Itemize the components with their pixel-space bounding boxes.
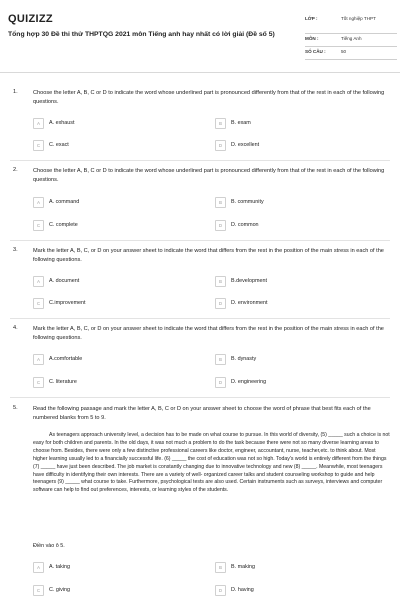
option-text: A. document xyxy=(49,278,80,284)
question-number: 3. xyxy=(13,247,18,253)
header-divider xyxy=(0,72,400,73)
option-c[interactable] xyxy=(33,220,193,231)
option-letter-box: D xyxy=(215,298,226,309)
option-a[interactable] xyxy=(33,118,193,129)
option-letter-box: D xyxy=(215,140,226,151)
option-letter-box: A xyxy=(33,118,44,129)
option-c[interactable] xyxy=(33,298,193,309)
question-text: Mark the letter A, B, C, or D on your answer sheet to indicate the word that differs from the rest in the position of the main stress in each of the following questions. xyxy=(33,326,384,341)
question-divider xyxy=(10,240,390,241)
option-text: B. dynasty xyxy=(231,356,257,362)
option-letter-box: D xyxy=(215,220,226,231)
option-letter-box: C xyxy=(33,220,44,231)
question-number: 5. xyxy=(13,405,18,411)
option-text: C. literature xyxy=(49,379,77,385)
option-letter-box: C xyxy=(33,377,44,388)
option-letter-box: A xyxy=(33,276,44,287)
option-text: C. complete xyxy=(49,222,78,228)
option-text: A. command xyxy=(49,199,80,205)
option-letter-box: A xyxy=(33,562,44,573)
option-letter-box: B xyxy=(215,354,226,365)
option-text: B.development xyxy=(231,278,267,284)
option-letter-box: D xyxy=(215,377,226,388)
option-letter-box: A xyxy=(33,354,44,365)
option-c[interactable] xyxy=(33,377,193,388)
option-d[interactable] xyxy=(215,220,375,231)
option-text: B. community xyxy=(231,199,264,205)
question-text: Choose the letter A, B, C or D to indicate the word whose underlined part is pronounced differently from that of the rest in each of the following questions. xyxy=(33,168,385,183)
option-d[interactable] xyxy=(215,585,375,596)
question-number: 1. xyxy=(13,89,18,95)
meta-row-subject xyxy=(305,34,397,47)
option-a[interactable] xyxy=(33,562,193,573)
option-letter-box: B xyxy=(215,118,226,129)
worksheet-meta xyxy=(305,14,397,60)
option-d[interactable] xyxy=(215,140,375,151)
meta-underline xyxy=(305,59,397,60)
option-letter-box: C xyxy=(33,585,44,596)
meta-label: SỐ CÂU : xyxy=(305,49,326,54)
option-b[interactable] xyxy=(215,562,375,573)
blank-prompt: Điền vào ô 5. xyxy=(33,543,65,549)
question-text: Mark the letter A, B, C, or D on your answer sheet to indicate the word that differs from the rest in the position of the main stress in each of the following questions. xyxy=(33,248,384,263)
question-number: 4. xyxy=(13,325,18,331)
option-letter-box: D xyxy=(215,585,226,596)
option-text: A.comfortable xyxy=(49,356,83,362)
meta-row-grade xyxy=(305,14,397,34)
option-b[interactable] xyxy=(215,354,375,365)
option-d[interactable] xyxy=(215,298,375,309)
option-text: D. environment xyxy=(231,300,268,306)
option-b[interactable] xyxy=(215,197,375,208)
question-divider xyxy=(10,318,390,319)
question-text: Read the following passage and mark the letter A, B, C or D on your answer sheet to choose the word of phrase that best fits each of the numbered blanks from 5 to 9. xyxy=(33,406,371,421)
question-number: 2. xyxy=(13,167,18,173)
option-text: C. giving xyxy=(49,587,70,593)
option-b[interactable] xyxy=(215,276,375,287)
question-text: Choose the letter A, B, C or D to indicate the word whose underlined part is pronounced differently from that of the rest in each of the following questions. xyxy=(33,90,385,105)
option-text: D. excellent xyxy=(231,142,260,148)
option-letter-box: B xyxy=(215,562,226,573)
option-letter-box: A xyxy=(33,197,44,208)
option-b[interactable] xyxy=(215,118,375,129)
option-a[interactable] xyxy=(33,354,193,365)
option-text: C. exact xyxy=(49,142,69,148)
option-c[interactable] xyxy=(33,140,193,151)
meta-label: MÔN : xyxy=(305,36,319,41)
option-text: D. having xyxy=(231,587,254,593)
option-text: A. taking xyxy=(49,564,70,570)
meta-value: 50 xyxy=(341,49,347,54)
option-text: D. engineering xyxy=(231,379,267,385)
question-divider xyxy=(10,160,390,161)
worksheet-title: Tổng hợp 30 Đề thi thử THPTQG 2021 môn Tiếng anh hay nhất có lời giải (Đề số 5) xyxy=(8,31,275,38)
meta-value: Tốt nghiệp THPT xyxy=(341,16,376,21)
option-a[interactable] xyxy=(33,276,193,287)
reading-passage: As teenagers approach university level, a decision has to be made on what course to pursue. In this world of diversity, (5) _____ such a choice is not easy for both children and parents. In the old days, it was not much a problem to do the task because there were not so many diverse learning areas to choose from. Besides, there were only a few distinctive professional careers like doctor, engineer, accountant, nurse, teacher,etc. to think about. Most higher learning usually led to a financially successful life. (6) _____ the cost of education was not so high. Today's world is entirely different from the things (7) _____ have just been described. The job market is constantly changing due to innovative technology and new (8) _____. Meanwhile, most teenagers have difficulty in identifying their own interests. There are a variety of well- organized career talks and student counseling workshop to guide and help teenagers (9) _____ what course to take. Furthermore, psychological tests are also used. Certain instruments such as surveys, interviews and computer software can help to find out preferences, interests, or learning styles of the students. xyxy=(33,432,390,494)
meta-row-count xyxy=(305,47,397,60)
option-text: B. exam xyxy=(231,120,251,126)
option-c[interactable] xyxy=(33,585,193,596)
option-text: B. making xyxy=(231,564,255,570)
option-letter-box: B xyxy=(215,197,226,208)
option-letter-box: C xyxy=(33,298,44,309)
option-text: C.improvement xyxy=(49,300,86,306)
meta-label: LỚP : xyxy=(305,16,318,21)
question-divider xyxy=(10,397,390,398)
option-a[interactable] xyxy=(33,197,193,208)
option-d[interactable] xyxy=(215,377,375,388)
quizizz-logo: QUIZIZZ xyxy=(8,13,53,25)
worksheet-header xyxy=(0,0,400,72)
option-letter-box: B xyxy=(215,276,226,287)
option-text: A. exhaust xyxy=(49,120,75,126)
option-letter-box: C xyxy=(33,140,44,151)
option-text: D. common xyxy=(231,222,259,228)
meta-value: Tiếng Anh xyxy=(341,36,362,41)
